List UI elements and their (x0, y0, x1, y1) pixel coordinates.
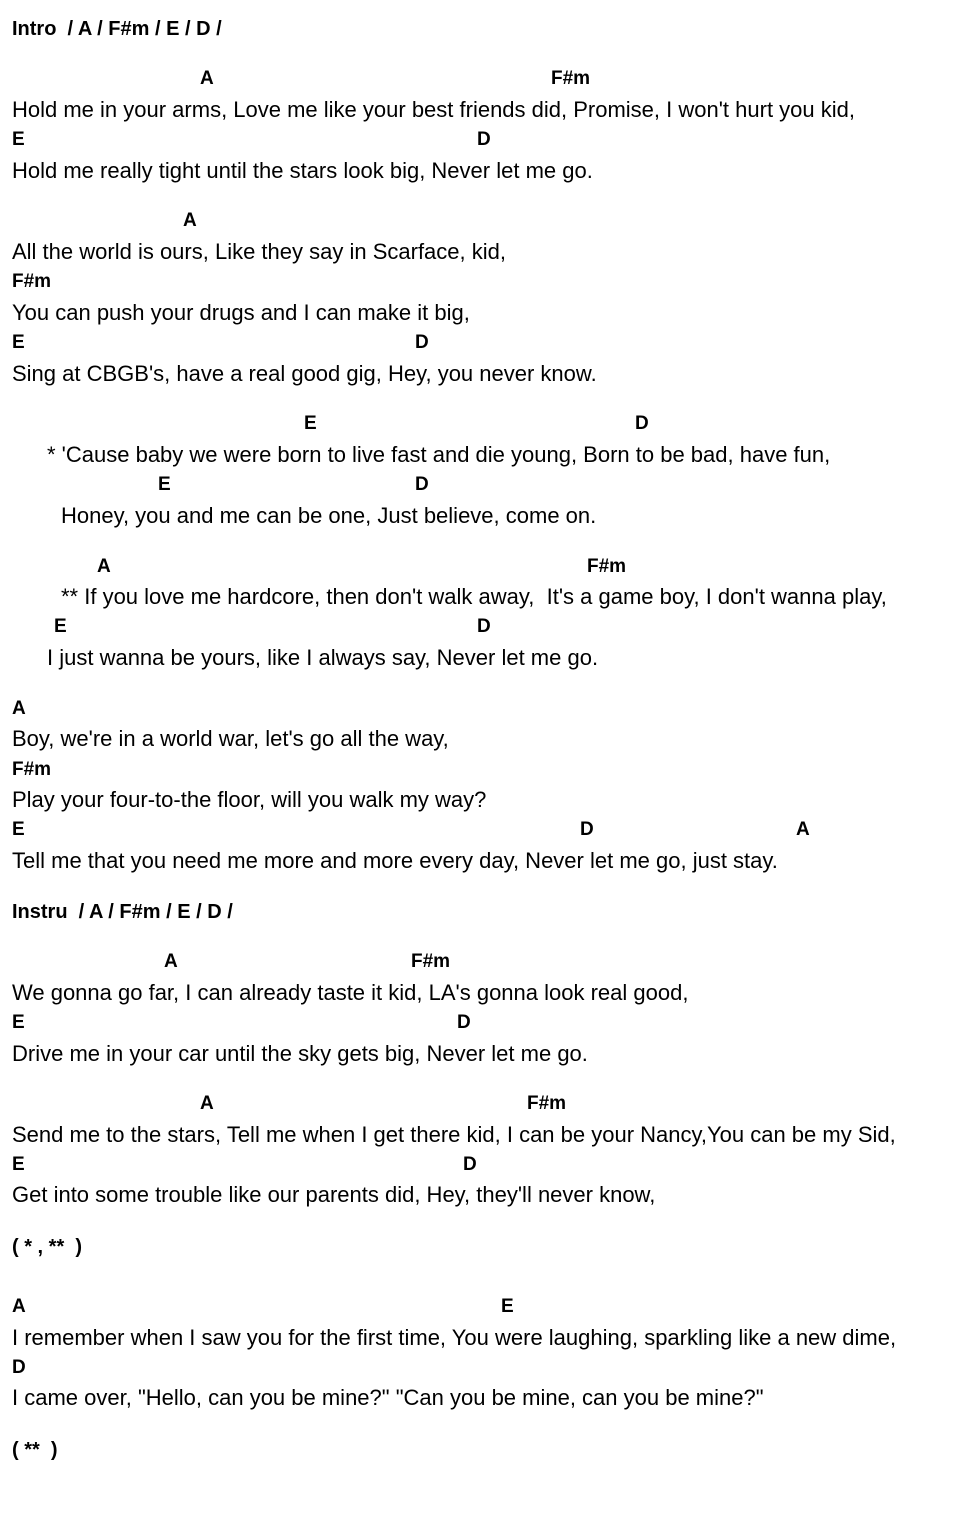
chord: E (54, 616, 67, 637)
chord: A (164, 951, 178, 972)
chord-line (0, 210, 963, 232)
chord: E (12, 129, 25, 150)
lyric-line: Tell me that you need me more and more every day, Never let me go, just stay. (12, 848, 778, 873)
chord-line (0, 616, 963, 638)
lyric-line: All the world is ours, Like they say in Scarface, kid, (12, 239, 506, 264)
chord: F#m (587, 556, 627, 577)
lyric-line: You can push your drugs and I can make it big, (12, 300, 470, 325)
lyric-line: I came over, "Hello, can you be mine?" "Can you be mine, can you be mine?" (12, 1385, 764, 1410)
chord: A (200, 1093, 214, 1114)
chord: A (200, 68, 214, 89)
chord-line (0, 271, 963, 293)
chord: F#m (527, 1093, 567, 1114)
chord-line (0, 556, 963, 578)
chord-line (0, 1012, 963, 1034)
chord: D (12, 1357, 26, 1378)
chord: F#m (551, 68, 591, 89)
intro-heading: Intro / A / F#m / E / D / (12, 18, 222, 40)
chord-line (0, 698, 963, 720)
chord-line (0, 1154, 963, 1176)
chord: F#m (411, 951, 451, 972)
chord: D (635, 413, 649, 434)
lyric-line: Sing at CBGB's, have a real good gig, Hey, you never know. (12, 361, 597, 386)
chord: A (12, 1296, 26, 1317)
chord-line (0, 332, 963, 354)
repeat-marker: ( ** ) (12, 1439, 58, 1461)
chord-line (0, 1093, 963, 1115)
chord-line (0, 951, 963, 973)
lyric-line: Boy, we're in a world war, let's go all the way, (12, 726, 449, 751)
chord: E (12, 332, 25, 353)
chord-line (0, 759, 963, 781)
chord: A (796, 819, 810, 840)
chord: E (12, 1154, 25, 1175)
lyric-line: I remember when I saw you for the first time, You were laughing, sparkling like a new dime, (12, 1325, 897, 1350)
lyric-line: Hold me in your arms, Love me like your best friends did, Promise, I won't hurt you kid, (12, 97, 855, 122)
chord: A (183, 210, 197, 231)
chord-line (0, 1296, 963, 1318)
chord: A (97, 556, 111, 577)
chord: D (477, 129, 491, 150)
chord-line (0, 68, 963, 90)
chord: A (12, 698, 26, 719)
chord: D (580, 819, 594, 840)
lyric-line: Drive me in your car until the sky gets big, Never let me go. (12, 1041, 588, 1066)
chord: D (477, 616, 491, 637)
chord-line (0, 413, 963, 435)
lyric-line: I just wanna be yours, like I always say, Never let me go. (47, 645, 599, 670)
lyric-line: ** If you love me hardcore, then don't walk away, It's a game boy, I don't wanna play, (61, 584, 887, 609)
chord: E (501, 1296, 514, 1317)
chord: D (415, 474, 429, 495)
chord: D (457, 1012, 471, 1033)
instru-heading: Instru / A / F#m / E / D / (12, 901, 233, 923)
chord-line (0, 129, 963, 151)
chord: E (304, 413, 317, 434)
chord-line (0, 1357, 963, 1379)
repeat-marker: ( * , ** ) (12, 1236, 83, 1258)
chord: D (415, 332, 429, 353)
lyric-line: Hold me really tight until the stars look big, Never let me go. (12, 158, 593, 183)
chord: E (12, 819, 25, 840)
chord: F#m (12, 271, 52, 292)
chord-line (0, 474, 963, 496)
chord: F#m (12, 759, 52, 780)
lyric-line: Send me to the stars, Tell me when I get there kid, I can be your Nancy,You can be my Sid, (12, 1122, 896, 1147)
lyric-line: Play your four-to-the floor, will you walk my way? (12, 787, 487, 812)
chord: E (158, 474, 171, 495)
lyric-line: Honey, you and me can be one, Just believe, come on. (61, 503, 597, 528)
lyric-line: We gonna go far, I can already taste it kid, LA's gonna look real good, (12, 980, 689, 1005)
chord: D (463, 1154, 477, 1175)
chord: E (12, 1012, 25, 1033)
lyric-line: Get into some trouble like our parents did, Hey, they'll never know, (12, 1182, 656, 1207)
lyric-line: * 'Cause baby we were born to live fast and die young, Born to be bad, have fun, (47, 442, 831, 467)
chord-line (0, 819, 963, 841)
